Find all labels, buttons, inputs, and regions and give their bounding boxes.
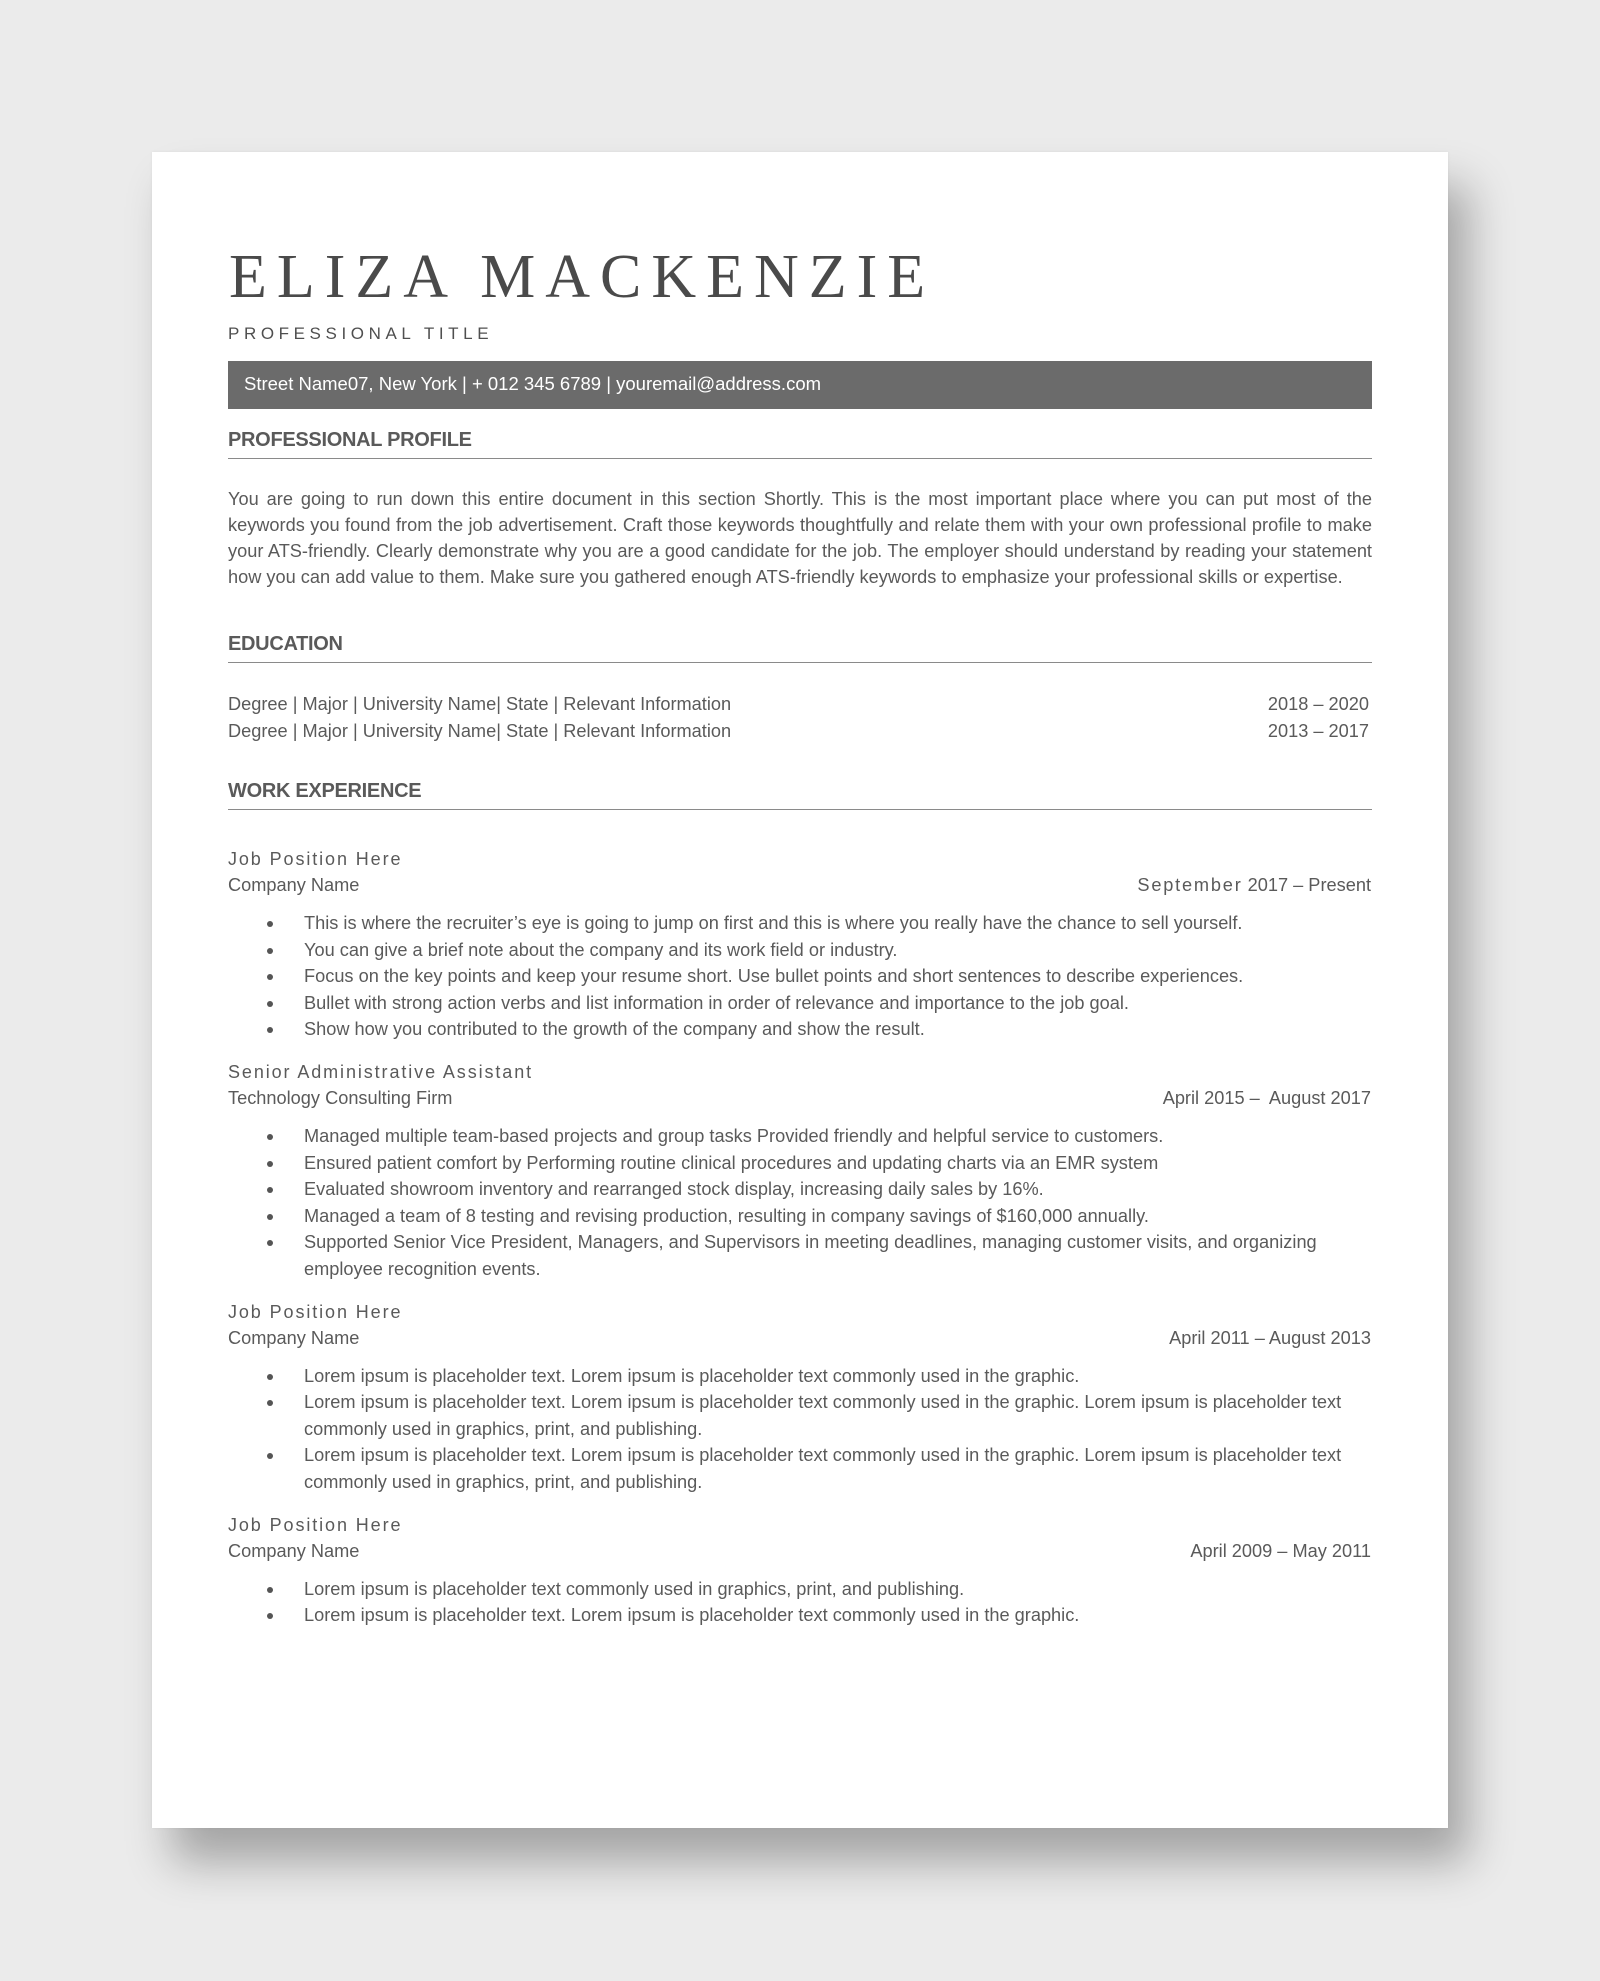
contact-bar: Street Name07, New York | + 012 345 6789 | youremail@address.com xyxy=(228,361,1372,409)
job-bullet: Lorem ipsum is placeholder text. Lorem ipsum is placeholder text commonly used in the graphic. Lorem ipsum is placeholder text commonly used in graphics, print, and publishing. xyxy=(228,1389,1372,1442)
job-bullet: Managed a team of 8 testing and revising production, resulting in company savings of $160,000 annually. xyxy=(228,1203,1372,1230)
job-bullets xyxy=(228,1576,1372,1629)
education-entry-dates: 2013 – 2017 xyxy=(1267,720,1369,741)
education-list xyxy=(228,691,1372,744)
job-meta xyxy=(228,1538,1372,1564)
profile-text: You are going to run down this entire document in this section Shortly. This is the most important place where you can put most of the keywords you found from the job advertisement. Craft those keywords thoughtfully and relate them with your own professional profile to make your ATS-friendly. Clearly demonstrate why you are a good candidate for the job. The employer should understand by reading your statement how you can add value to them. Make sure you gathered enough ATS-friendly keywords to emphasize your professional skills or expertise. xyxy=(228,489,1372,587)
job-company: Company Name xyxy=(228,1540,360,1561)
education-entry xyxy=(228,691,1372,718)
job-dates: April 2011 – August 2013 xyxy=(1169,1327,1371,1348)
job-bullets xyxy=(228,1123,1372,1283)
job-entry xyxy=(228,846,1372,1043)
job-bullet: Managed multiple team-based projects and group tasks Provided friendly and helpful service to customers. xyxy=(228,1123,1372,1150)
job-position: Job Position Here xyxy=(228,1514,403,1535)
job-company: Technology Consulting Firm xyxy=(228,1087,453,1108)
resume-content xyxy=(228,243,1372,1629)
job-bullet: Bullet with strong action verbs and list information in order of relevance and importance to the job goal. xyxy=(228,990,1372,1017)
job-meta xyxy=(228,1325,1372,1351)
job-bullet: Focus on the key points and keep your resume short. Use bullet points and short sentences to describe experiences. xyxy=(228,963,1372,990)
job-dates xyxy=(1137,872,1372,898)
job-position: Senior Administrative Assistant xyxy=(228,1061,534,1082)
job-bullet: You can give a brief note about the company and its work field or industry. xyxy=(228,937,1372,964)
professional-title: PROFESSIONAL TITLE xyxy=(228,324,494,343)
job-position: Job Position Here xyxy=(228,849,403,869)
job-bullet: Evaluated showroom inventory and rearranged stock display, increasing daily sales by 16%. xyxy=(228,1176,1372,1203)
job-bullet: Lorem ipsum is placeholder text. Lorem ipsum is placeholder text commonly used in the graphic. Lorem ipsum is placeholder text commonly used in graphics, print, and publishing. xyxy=(228,1442,1372,1495)
education-heading: EDUCATION xyxy=(228,633,1372,663)
job-meta xyxy=(228,1085,1372,1111)
work-heading: WORK EXPERIENCE xyxy=(228,780,1372,810)
job-bullet: Ensured patient comfort by Performing routine clinical procedures and updating charts via an EMR system xyxy=(228,1150,1372,1177)
job-bullet: This is where the recruiter’s eye is going to jump on first and this is where you really have the chance to sell yourself. xyxy=(228,910,1372,937)
job-dates-month: September xyxy=(1137,875,1243,895)
job-dates: April 2015 – August 2017 xyxy=(1162,1087,1371,1108)
education-entry-text: Degree | Major | University Name| State | Relevant Information xyxy=(228,720,732,741)
resume-page xyxy=(152,152,1448,1828)
candidate-name: ELIZA MACKENZIE xyxy=(229,243,936,311)
job-company: Company Name xyxy=(228,875,360,895)
job-bullet: Lorem ipsum is placeholder text. Lorem ipsum is placeholder text commonly used in the graphic. xyxy=(228,1602,1372,1629)
job-dates-rest: 2017 – Present xyxy=(1242,875,1371,895)
job-bullet: Show how you contributed to the growth of the company and show the result. xyxy=(228,1016,1372,1043)
job-meta xyxy=(228,872,1372,898)
education-entry xyxy=(228,718,1372,745)
job-bullets xyxy=(228,910,1372,1043)
job-bullets xyxy=(228,1363,1372,1496)
job-bullet: Lorem ipsum is placeholder text. Lorem ipsum is placeholder text commonly used in the graphic. xyxy=(228,1363,1372,1390)
job-entry xyxy=(228,1059,1372,1283)
profile-heading: PROFESSIONAL PROFILE xyxy=(228,429,1372,459)
job-bullet: Lorem ipsum is placeholder text commonly used in graphics, print, and publishing. xyxy=(228,1576,1372,1603)
job-position: Job Position Here xyxy=(228,1301,403,1322)
education-entry-dates: 2018 – 2020 xyxy=(1267,694,1369,714)
job-dates: April 2009 – May 2011 xyxy=(1190,1540,1371,1561)
job-company: Company Name xyxy=(228,1327,360,1348)
job-entry xyxy=(228,1299,1372,1496)
job-bullet: Supported Senior Vice President, Managers, and Supervisors in meeting deadlines, managing customer visits, and organizing employee recognition events. xyxy=(228,1229,1372,1282)
job-entry xyxy=(228,1512,1372,1629)
education-entry-text: Degree | Major | University Name| State | Relevant Information xyxy=(228,694,732,714)
